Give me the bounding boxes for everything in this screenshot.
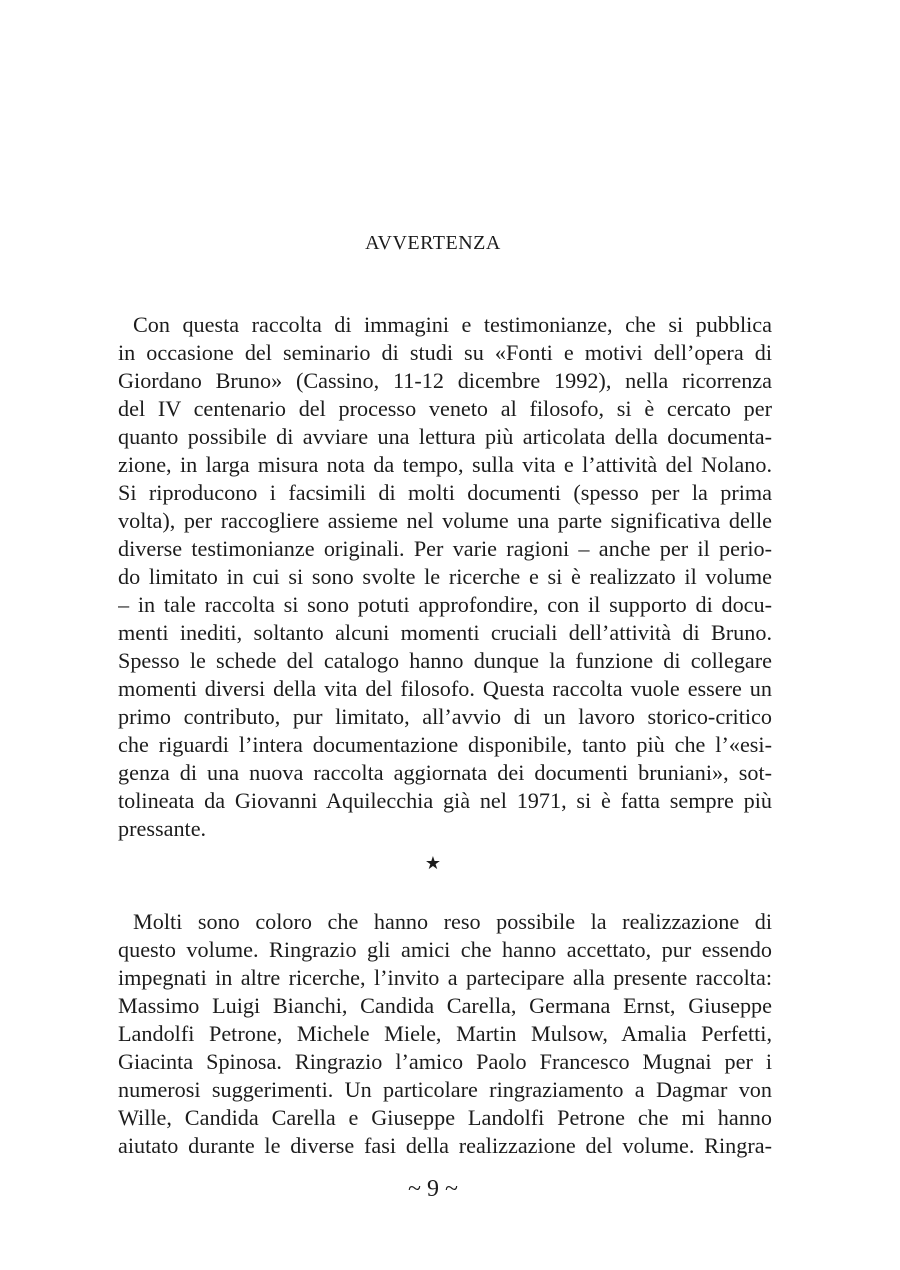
text-line: del IV centenario del processo veneto al filosofo, si è cercato per [118, 396, 772, 421]
text-line: pressante. [118, 816, 207, 841]
text-line: zione, in larga misura nota da tempo, sulla vita e l’attività del Nolano. [118, 452, 772, 477]
text-line: Molti sono coloro che hanno reso possibile la realizzazione di [133, 909, 772, 934]
text-line: che riguardi l’intera documentazione disponibile, tanto più che l’«esi- [118, 732, 772, 757]
text-line: momenti diversi della vita del filosofo. Questa raccolta vuole essere un [118, 676, 772, 701]
text-line: Giacinta Spinosa. Ringrazio l’amico Paolo Francesco Mugnai per i [118, 1049, 772, 1074]
section-separator-star: ★ [424, 853, 442, 873]
paragraph-acknowledgements [118, 908, 772, 1160]
text-line: Spesso le schede del catalogo hanno dunque la funzione di collegare [118, 648, 772, 673]
page-number: ~ 9 ~ [408, 1176, 458, 1202]
text-line: Wille, Candida Carella e Giuseppe Landolfi Petrone che mi hanno [118, 1105, 772, 1130]
text-line: diverse testimonianze originali. Per varie ragioni – anche per il perio- [118, 536, 772, 561]
text-line: Giordano Bruno» (Cassino, 11-12 dicembre 1992), nella ricorrenza [118, 368, 772, 393]
text-line: Con questa raccolta di immagini e testimonianze, che si pubblica [133, 312, 772, 337]
text-line: questo volume. Ringrazio gli amici che hanno accettato, pur essendo [118, 937, 772, 962]
text-line: menti inediti, soltanto alcuni momenti cruciali dell’attività di Bruno. [118, 620, 772, 645]
paragraph-intro [118, 311, 772, 843]
text-line: Si riproducono i facsimili di molti documenti (spesso per la prima [118, 480, 772, 505]
text-line: numerosi suggerimenti. Un particolare ringraziamento a Dagmar von [118, 1077, 772, 1102]
text-line: do limitato in cui si sono svolte le ricerche e si è realizzato il volume [118, 564, 772, 589]
text-line: genza di una nuova raccolta aggiornata dei documenti bruniani», sot- [118, 760, 772, 785]
text-line: in occasione del seminario di studi su «Fonti e motivi dell’opera di [118, 340, 772, 365]
text-line: tolineata da Giovanni Aquilecchia già nel 1971, si è fatta sempre più [118, 788, 772, 813]
text-line: volta), per raccogliere assieme nel volume una parte significativa delle [118, 508, 772, 533]
text-line: Landolfi Petrone, Michele Miele, Martin Mulsow, Amalia Perfetti, [118, 1021, 772, 1046]
section-heading: AVVERTENZA [365, 232, 501, 254]
text-line: impegnati in altre ricerche, l’invito a partecipare alla presente raccolta: [118, 965, 772, 990]
text-line: quanto possibile di avviare una lettura più articolata della documenta- [118, 424, 772, 449]
text-line: primo contributo, pur limitato, all’avvio di un lavoro storico-critico [118, 704, 772, 729]
text-line: Massimo Luigi Bianchi, Candida Carella, Germana Ernst, Giuseppe [118, 993, 772, 1018]
text-line: – in tale raccolta si sono potuti approfondire, con il supporto di docu- [118, 592, 772, 617]
text-line: aiutato durante le diverse fasi della realizzazione del volume. Ringra- [118, 1133, 772, 1158]
